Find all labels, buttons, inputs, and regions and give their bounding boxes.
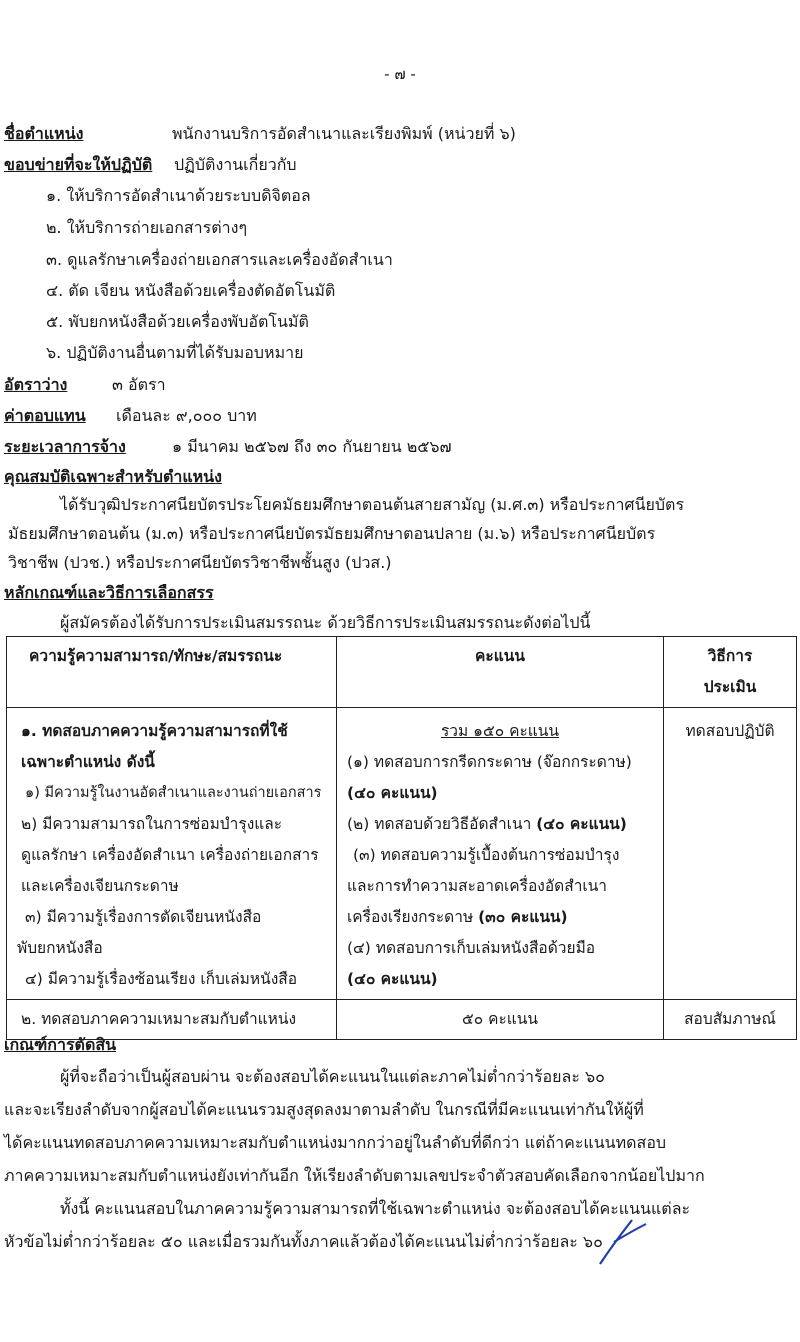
signature-mark (592, 1212, 652, 1272)
row1-score-points: (๔๐ คะแนน) (347, 784, 438, 802)
judgement-label: เกณฑ์การตัดสิน (4, 1035, 117, 1054)
salary-value: เดือนละ ๙,๐๐๐ บาท (116, 406, 257, 425)
selection-intro: ผู้สมัครต้องได้รับการประเมินสมรรถนะ ด้วยวิธีการประเมินสมรรถนะดังต่อไปนี้ (60, 613, 591, 632)
qualification-label: คุณสมบัติเฉพาะสำหรับตำแหน่ง (4, 467, 222, 486)
row1-title-line1: ๑. ทดสอบภาคความรู้ความสามารถที่ใช้ (21, 722, 288, 740)
table-row (7, 708, 797, 1000)
row1-score-item: และการทำความสะอาดเครื่องอัดสำเนา (347, 877, 608, 895)
row1-score-points: (๔๐ คะแนน) (347, 970, 438, 988)
scope-intro: ปฏิบัติงานเกี่ยวกับ (174, 155, 297, 174)
header-competency: ความรู้ความสามารถ/ทักษะ/สมรรถนะ (7, 637, 337, 708)
row1-title-line2: เฉพาะตำแหน่ง ดังนี้ (21, 753, 155, 771)
judgement-line: ภาคความเหมาะสมกับตำแหน่งยังเท่ากันอีก ให้เรียงลำดับตามเลขประจำตัวสอบคัดเลือกจากน้อยไปมาก (4, 1166, 705, 1185)
scope-item: ๔. ตัด เจียน หนังสือด้วยเครื่องตัดอัตโนมัติ (46, 281, 336, 300)
header-method (664, 637, 797, 708)
row2-method: สอบสัมภาษณ์ (664, 1000, 797, 1040)
period-label: ระยะเวลาการจ้าง (4, 437, 126, 456)
row1-score-item: (๒) ทดสอบด้วยวิธีอัดสำเนา (347, 815, 537, 833)
position-title: พนักงานบริการอัดสำเนาและเรียงพิมพ์ (หน่วยที่ ๖) (172, 124, 516, 143)
vacancy-label: อัตราว่าง (4, 375, 68, 394)
table-row (7, 1000, 797, 1040)
row1-score-total: รวม ๑๕๐ คะแนน (440, 722, 559, 740)
row1-detail: และเครื่องเจียนกระดาษ (21, 877, 179, 895)
row1-detail: ๒) มีความสามารถในการซ่อมบำรุงและ (21, 815, 283, 833)
header-method-line2: ประเมิน (703, 678, 757, 696)
row1-competency-cell (7, 708, 337, 1000)
page-number: - ๗ - (384, 65, 416, 83)
scope-item: ๑. ให้บริการอัดสำเนาด้วยระบบดิจิตอล (46, 186, 311, 205)
scope-item: ๕. พับยกหนังสือด้วยเครื่องพับอัตโนมัติ (46, 312, 309, 331)
scope-item: ๓. ดูแลรักษาเครื่องถ่ายเอกสารและเครื่องอัดสำเนา (46, 250, 393, 269)
position-label: ชื่อตำแหน่ง (4, 124, 84, 143)
scope-label: ขอบข่ายที่จะให้ปฏิบัติ (4, 155, 153, 174)
judgement-line: หัวข้อไม่ต่ำกว่าร้อยละ ๕๐ และเมื่อรวมกันทั้งภาคแล้วต้องได้คะแนนไม่ต่ำกว่าร้อยละ ๖๐ (4, 1232, 603, 1251)
criteria-table (6, 636, 797, 1040)
header-score: คะแนน (337, 637, 664, 708)
scope-item: ๖. ปฏิบัติงานอื่นตามที่ได้รับมอบหมาย (46, 343, 304, 362)
row1-detail: ๓) มีความรู้เรื่องการตัดเจียนหนังสือ (25, 908, 262, 926)
row1-score-cell (337, 708, 664, 1000)
selection-label: หลักเกณฑ์และวิธีการเลือกสรร (4, 583, 214, 602)
row1-score-points: (๔๐ คะแนน) (536, 815, 627, 833)
salary-label: ค่าตอบแทน (4, 406, 86, 425)
row1-score-item: (๑) ทดสอบการกรีดกระดาษ (จ๊อกกระดาษ) (347, 753, 632, 771)
judgement-line: ทั้งนี้ คะแนนสอบในภาคความรู้ความสามารถที่ใช้เฉพาะตำแหน่ง จะต้องสอบได้คะแนนแต่ละ (60, 1199, 691, 1218)
row1-method: ทดสอบปฏิบัติ (664, 708, 797, 1000)
row2-competency: ๒. ทดสอบภาคความเหมาะสมกับตำแหน่ง (7, 1000, 337, 1040)
qualification-line: มัธยมศึกษาตอนต้น (ม.๓) หรือประกาศนียบัตรมัธยมศึกษาตอนปลาย (ม.๖) หรือประกาศนียบัตร (8, 524, 656, 543)
qualification-line: วิชาชีพ (ปวช.) หรือประกาศนียบัตรวิชาชีพชั้นสูง (ปวส.) (8, 553, 392, 572)
row1-score-item: เครื่องเรียงกระดาษ (347, 908, 479, 926)
judgement-line: ผู้ที่จะถือว่าเป็นผู้สอบผ่าน จะต้องสอบได้คะแนนในแต่ละภาคไม่ต่ำกว่าร้อยละ ๖๐ (60, 1067, 605, 1086)
vacancy-value: ๓ อัตรา (112, 375, 166, 394)
row1-detail: พับยกหนังสือ (17, 939, 103, 957)
judgement-line: ได้คะแนนทดสอบภาคความเหมาะสมกับตำแหน่งมากกว่าอยู่ในลำดับที่ดีกว่า แต่ถ้าคะแนนทดสอบ (4, 1133, 667, 1152)
row1-detail: ดูแลรักษา เครื่องอัดสำเนา เครื่องถ่ายเอกสาร (21, 846, 319, 864)
row2-score: ๕๐ คะแนน (337, 1000, 664, 1040)
row1-score-item: (๓) ทดสอบความรู้เบื้องต้นการซ่อมบำรุง (353, 846, 620, 864)
row1-detail: ๔) มีความรู้เรื่องซ้อนเรียง เก็บเล่มหนังสือ (25, 970, 298, 988)
header-method-line1: วิธีการ (707, 647, 753, 665)
qualification-line: ได้รับวุฒิประกาศนียบัตรประโยคมัธยมศึกษาตอนต้นสายสามัญ (ม.ศ.๓) หรือประกาศนียบัตร (60, 495, 685, 514)
table-header-row (7, 637, 797, 708)
judgement-line: และจะเรียงลำดับจากผู้สอบได้คะแนนรวมสูงสุดลงมาตามลำดับ ในกรณีที่มีคะแนนเท่ากันให้ผู้ที่ (4, 1100, 644, 1119)
row1-score-points: (๓๐ คะแนน) (478, 908, 568, 926)
period-value: ๑ มีนาคม ๒๕๖๗ ถึง ๓๐ กันยายน ๒๕๖๗ (172, 437, 452, 456)
scope-item: ๒. ให้บริการถ่ายเอกสารต่างๆ (46, 218, 248, 237)
row1-score-item: (๔) ทดสอบการเก็บเล่มหนังสือด้วยมือ (347, 939, 596, 957)
row1-detail: ๑) มีความรู้ในงานอัดสำเนาและงานถ่ายเอกสาร (25, 785, 322, 801)
